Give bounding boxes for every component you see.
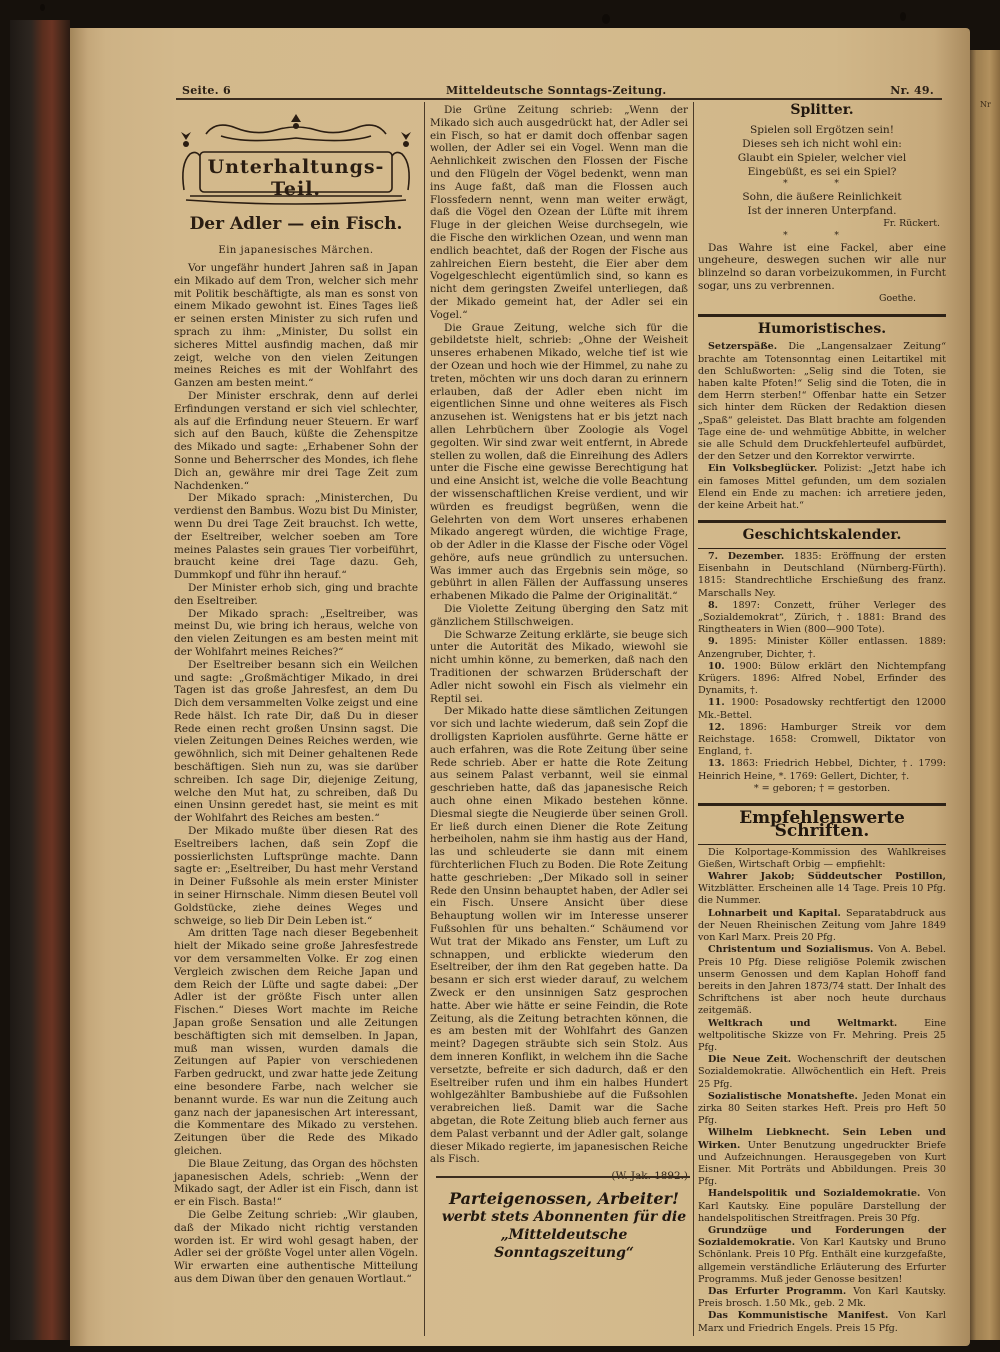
entertainment-title: Unterhaltungs-Teil. — [207, 156, 385, 200]
calendar-text: 1896: Hamburger Streik vor dem Reichstage. 1658: Cromwell, Diktator von England, †. — [698, 721, 946, 758]
story-paragraph: Der Minister erschrak, denn auf derlei Erfindungen verstand er sich viel schlechter, als auf die Erfindung neuer Steuern. Er warf sich auf den Bauch, küßte die Zehenspitze des Mikado und sagte: „Erhabener Sohn der Sonne und Beherrscher des Mondes, ich flehe Dich an, gewähre mir drei Tage Zeit zum Nachdenken.“ — [174, 389, 418, 492]
writing-name: Handelspolitik und Sozialdemokratie. — [708, 1188, 928, 1200]
calendar-entry — [698, 722, 946, 759]
writing-text: Eine weltpolitische Skizze von Fr. Mehring. Preis 25 Pfg. — [698, 1017, 946, 1053]
writing-name: Wahrer Jakob; Süddeutscher Postillon, — [708, 871, 946, 883]
writing-name: Sozialistische Monatshefte. — [708, 1090, 863, 1102]
splitter-title: Splitter. — [790, 102, 854, 118]
humor-lead: Setzerspäße. — [708, 341, 778, 353]
calendar-text: 1897: Conzett, früher Verleger des „Sozialdemokrat“, Zürich, †. 1881: Brand des Ringtheaters in Wien (800—900 Tote). — [698, 599, 946, 636]
calendar-text: 1863: Friedrich Hebbel, Dichter, †. 1799: Heinrich Heine, *. 1769: Gellert, Dichter, †. — [698, 758, 946, 782]
section-rule — [698, 548, 946, 549]
story-paragraph: Die Blaue Zeitung, das Organ des höchsten japanesischen Adels, schrieb: „Wenn der Mikado sagt, der Adler ist ein Fisch, dann ist er ein Fisch. Basta!“ — [174, 1157, 418, 1209]
ink-spot — [602, 14, 610, 24]
star-divider: * * — [783, 230, 861, 241]
poem-line: Spielen soll Ergötzen sein! — [750, 123, 894, 136]
calendar-date: 11. — [708, 697, 731, 709]
writing-name: Grundzüge und Forderungen der Sozialdemokratie. — [698, 1224, 946, 1249]
humor-text: Die „Langensalzaer Zeitung“ brachte am Totensonntag einen Leitartikel mit den Schlußworten: „Selig sind die Toten, sie haben kalte Pfoten!“ Selig sind die Toten, die in dem Herrn sterben!“ Offenbar hatte ein Setzer sich hinter dem Rücken der Redaktion diesen „Spaß“ geleistet. Das Blatt brachte am folgenden Tage eine de- und wehmütige Abbitte, in welcher sie alle Schuld dem Druckfehlerteufel aufbürdet, der den Setzer und den Korrektor verwirrte. — [698, 341, 946, 463]
poem-author: Fr. Rückert. — [883, 217, 940, 229]
humor-item — [698, 341, 946, 463]
quote-text: Das Wahre ist eine Fackel, aber eine ungeheure, deswegen suchen wir alle nur blinzelnd so daran vorbeizukommen, in Furcht sogar, uns zu verbrennen. — [698, 241, 946, 292]
ink-spot — [40, 4, 45, 11]
writings-title: Empfehlenswerte Schriften. — [739, 808, 905, 841]
column-three — [698, 100, 946, 1335]
column-two — [430, 104, 688, 1186]
writing-name: Weltkrach und Weltmarkt. — [708, 1017, 925, 1029]
writing-name: Lohnarbeit und Kapital. — [708, 907, 847, 919]
poem-one — [698, 123, 946, 179]
humor-item — [698, 463, 946, 512]
story-paragraph: Der Minister erhob sich, ging und brachte den Eseltreiber. — [174, 581, 418, 607]
calendar-entry — [698, 636, 946, 660]
story-paragraph: Die Violette Zeitung überging den Satz mit gänzlichem Stillschweigen. — [430, 603, 688, 628]
calendar-text: 1895: Minister Köller entlassen. 1889: Anzengruber, Dichter, †. — [698, 636, 947, 660]
story-paragraph: Die Graue Zeitung, welche sich für die gebildetste hielt, schrieb: „Ohne der Weisheit unseres erhabenen Mikado, welche tief ist wie der Ozean und hoch wie der Himmel, zu nahe zu treten, möchten wir uns doch daran zu erinnern erlauben, daß der Adler eben nicht im eigentlichen Sinne und ohne weiteres als Fisch anzusehen ist. Wenigstens hat er bis jetzt nach allen Lehrbüchern über Zoologie als Vogel gegolten. Wir sind zwar weit entfernt, in Abrede stellen zu wollen, daß die Einreihung des Adlers unter die Fische eine gewisse Berechtigung hat und eine Ansicht ist, welche die volle Beachtung der wissenschaftlichen Kreise verdient, und wir würden es freudigst begrüßen, wenn die Gelehrten von dem Wort unseres erhabenen Mikado angeregt würden, die wichtige Frage, ob der Adler in die Klasse der Fische oder Vögel gehöre, aufs neue gründlich zu untersuchen. Was immer auch das Ergebnis sein möge, so gebührt in allen Fällen der Auffassung unseres erhabenen Mikado die Palme der Originalität.“ — [430, 321, 688, 603]
story-title: Der Adler — ein Fisch. — [189, 214, 403, 234]
ink-spot — [900, 12, 906, 21]
writing-name: Das Erfurter Programm. — [708, 1285, 854, 1297]
calendar-date: 10. — [708, 660, 734, 672]
section-rule — [698, 520, 946, 523]
advert-line: werbt stets Abonnenten für die — [441, 1209, 687, 1225]
story-paragraph: Der Mikado sprach: „Ministerchen, Du verdienst den Bambus. Wozu bist Du Minister, wenn Du drei Tage Zeit brauchst. Ich wette, der Eseltreiber, welcher soeben am Tore meines Palastes sein graues Tier vorbeiführt, braucht keine drei Tage dazu. Geh, Dummkopf und führ ihn herauf.“ — [174, 492, 418, 582]
facing-page-edge — [966, 50, 1000, 1340]
entertainment-banner — [176, 114, 416, 206]
column-divider — [693, 102, 694, 1336]
calendar-date: 8. — [708, 599, 733, 611]
writings-list — [698, 871, 946, 1335]
section-rule — [698, 803, 946, 806]
story-paragraph: Die Grüne Zeitung schrieb: „Wenn der Mikado sich auch ausgedrückt hat, der Adler sei ein Fisch, so hat er damit doch offenbar sagen wollen, der Adler sei ein Vogel. Wenn man die Aehnlichkeit zwischen den Flossen der Fische und den Flügeln der Vögel bedenkt, wenn man ins Auge faßt, daß man die Flossen auch Flossfedern nennt, wenn man weiter erwägt, daß die Vögel den Ozean der Lüfte mit ihrem Fluge in der gleichen Weise durchsegeln, wie die Fische den wirklichen Ozean, und wenn man endlich beachtet, daß der Rogen der Fische aus zahlreichen Eiern besteht, die Eier aber dem Vogelgeschlecht eigentümlich sind, so kann es nicht dem geringsten Zweifel unterliegen, daß der Mikado gemeint hat, der Adler sei ein Vogel.“ — [430, 104, 688, 321]
writing-text: Von Karl Kautsky. Preis brosch. 1.50 Mk., geb. 2 Mk. — [698, 1285, 947, 1310]
story-paragraph: Der Mikado sprach: „Eseltreiber, was meinst Du, wie bring ich heraus, welche von den vielen Zeitungen es am besten meint mit der Wohlfahrt meines Reiches?“ — [174, 607, 418, 658]
section-rule — [698, 844, 946, 845]
poem-line: Sohn, die äußere Reinlichkeit — [742, 190, 902, 203]
calendar-date: 7. Dezember. — [708, 551, 794, 563]
story-paragraph: Der Mikado hatte diese sämtlichen Zeitungen vor sich und lachte wiederum, daß sein Zopf die drolligsten Kapriolen ausführte. Gerne hätte er auch erfahren, was die Rote Zeitung über seine Rede schrieb. Aber er hatte die Rote Zeitung aus seinem Palast verbannt, weil sie einmal geschrieben hatte, daß das japanesische Reich auch ohne einen Mikado bestehen könne. Diesmal siegte die Neugierde über seinen Groll. Er ließ durch einen Diener die Rote Zeitung herbeiholen, nahm sie ihm hastig aus der Hand, las und schleuderte sie dann mit einem fürchterlichen Fluch zu Boden. Die Rote Zeitung hatte geschrieben: „Der Mikado soll in seiner Rede den Unsinn behauptet haben, der Adler sei ein Fisch. Unsere Ansicht über diese Behauptung wollen wir im Interesse unserer Fußsohlen für uns behalten.“ Schäumend vor Wut trat der Mikado ans Fenster, um Luft zu schnappen, und erblickte wiederum den Eseltreiber, der ihm den Rat gegeben hatte. Da besann er sich erst wieder darauf, zu welchem Zweck er den unsinnigen Satz gesprochen hatte. Aber wie hätte er seine Feindin, die Rote Zeitung, als die Zeitung betrachten können, die es am besten mit der Wohlfahrt des Ganzen meint? Dagegen sträubte sich sein Stolz. Aus dem inneren Konflikt, in welchem ihn die Sache versetzte, befreite er sich dadurch, daß er den Eseltreiber rufen und ihm ein halbes Hundert wohlgezählter Bambushiebe auf die Fußsohlen verabreichen ließ. Damit war die Sache abgetan, die Rote Zeitung blieb auch ferner aus dem Palast verbannt und der Adler galt, solange dieser Mikado regierte, im japanesischen Reiche als Fisch. — [430, 705, 688, 1166]
writing-entry — [698, 1091, 946, 1128]
writing-entry — [698, 1310, 946, 1334]
story-paragraph: Der Eseltreiber besann sich ein Weilchen und sagte: „Großmächtiger Mikado, in drei Tagen ist das große Jahresfest, an dem Du Dich dem versammelten Volke zeigst und eine Rede hälst. Ich rate Dir, daß Du in dieser Rede einen recht großen Unsinn sagst. Die vielen Zeitungen Deines Reiches werden, wie gewöhnlich, sich mit Deiner gehaltenen Rede beschäftigen. Sieh nun zu, was sie darüber schreiben. Ich sage Dir, diejenige Zeitung, welche den Mut hat, zu schreiben, daß Du einen Unsinn geredet hast, sie meint es mit der Wohlfahrt des Reiches am besten.“ — [174, 658, 418, 825]
writing-name: Wilhelm Liebknecht. Sein Leben und Wirken. — [698, 1127, 946, 1151]
story-subtitle: Ein japanesisches Märchen. — [218, 245, 374, 256]
book-spine — [10, 20, 70, 1340]
poem-two — [698, 190, 946, 218]
writing-text: Witzblätter. Erscheinen alle 14 Tage. Preis 10 Pfg. die Nummer. — [698, 883, 946, 907]
humor-text: Polizist: „Jetzt habe ich ein famoses Mittel gefunden, um dem sozialen Elend ein Ende zu machen: ich arretiere jeden, der keine Arbeit hat.“ — [698, 463, 946, 512]
writing-text: Von Karl Marx und Friedrich Engels. Preis 15 Pfg. — [698, 1310, 946, 1334]
facing-page-mark: Nr — [980, 100, 991, 109]
writing-entry — [698, 1188, 946, 1225]
calendar-entry — [698, 551, 946, 600]
poem-line: Glaubt ein Spieler, welcher viel — [737, 151, 907, 164]
writing-entry — [698, 1286, 946, 1310]
writing-name: Das Kommunistische Manifest. — [708, 1310, 899, 1322]
calendar-date: 13. — [708, 758, 731, 770]
quote-author: Goethe. — [878, 292, 916, 304]
writing-text: Jeden Monat ein zirka 80 Seiten starkes Heft. Preis pro Heft 50 Pfg. — [698, 1090, 946, 1127]
humor-title: Humoristisches. — [757, 320, 887, 337]
writing-text: Von A. Bebel. Preis 10 Pfg. Diese religiöse Polemik zwischen unserm Genossen und dem Kaplan Hohoff fand bereits in den Jahren 1873/74 statt. Der Inhalt des Schriftchens ist aber noch heute durchaus zeitgemäß. — [698, 944, 946, 1017]
humor-lead: Ein Volksbeglücker. — [708, 463, 818, 475]
writing-name: Die Neue Zeit. — [708, 1054, 798, 1066]
writing-text: Unter Benutzung ungedruckter Briefe und Aufzeichnungen. Herausgegeben von Kurt Eisner. Mit Porträts und Abbildungen. Preis 30 Pfg. — [698, 1139, 946, 1188]
writing-text: Von Karl Kautsky und Bruno Schönlank. Preis 10 Pfg. Enthält eine kurzgefaßte, allgemein verständliche Erläuterung des Erfurter Programms. Muß jeder Genosse besitzen! — [698, 1237, 947, 1285]
calendar-entry — [698, 661, 946, 698]
story-paragraph: Am dritten Tage nach dieser Begebenheit hielt der Mikado seine große Jahresfestrede vor dem versammelten Volke. Er zog einen Vergleich zwischen dem Reiche Japan und dem Reich der Lüfte und sagte dabei: „Der Adler ist der größte Fisch unter allen Fischen.“ Dieses Wort machte im Reiche Japan große Sensation und alle Zeitungen beschäftigten sich mit demselben. In Japan, muß man wissen, wurden damals die Zeitungen auf Papier von verschiedenen Farben gedruckt, und zwar hatte jede Zeitung eine besondere Farbe, nach welcher sie benannt wurde. Es war nun die Zeitung auch ganz nach der japanesischen Art interessant, die Kommentare des Mikado zu verstehen. Zeitungen über die Rede des Mikado gleichen. — [174, 927, 418, 1157]
story-paragraph: Die Gelbe Zeitung schrieb: „Wir glauben, daß der Mikado nicht richtig verstanden worden ist. Er wird wohl gesagt haben, der Adler sei der größte Vogel unter allen Vögeln. Wir erwarten eine authentische Mitteilung aus dem Diwan über den genauen Wortlaut.“ — [174, 1208, 418, 1285]
column-one — [174, 262, 418, 1285]
calendar-text: 1835: Eröffnung der ersten Eisenbahn in Deutschland (Nürnberg-Fürth). 1815: Standrechtliche Erschießung des franz. Marschalls Ney. — [698, 551, 946, 599]
poem-line: Ist der inneren Unterpfand. — [747, 204, 897, 217]
calendar-entry — [698, 758, 946, 782]
star-divider: * * — [783, 178, 861, 189]
calendar-date: 12. — [708, 721, 740, 733]
calendar-legend: * = geboren; † = gestorben. — [753, 782, 891, 794]
page-number: Seite. 6 — [182, 84, 231, 97]
section-rule — [698, 314, 946, 317]
calendar-entry — [698, 697, 946, 721]
newspaper-name: Mitteldeutsche Sonntags-Zeitung. — [446, 84, 667, 97]
calendar-date: 9. — [708, 636, 729, 648]
writing-text: Separatabdruck aus der Neuen Rheinischen Zeitung vom Jahre 1849 von Karl Marx. Preis 20 Pfg. — [698, 907, 946, 944]
story-paragraph: Der Mikado mußte über diesen Rat des Eseltreibers lachen, daß sein Zopf die possierlichsten Luftsprünge machte. Dann sagte er: „Eseltreiber, Du hast mehr Verstand in Deiner Fußsohle als mein erster Minister in seiner Hirnschale. Nimm diesen Beutel voll Goldstücke, ziehe deines Weges und schweige, so lieb Dir Dein Leben ist.“ — [174, 825, 418, 927]
calendar-list — [698, 551, 946, 783]
writing-text: Von Karl Kautsky. Eine populäre Darstellung der handelspolitischen Streitfragen. Preis 30 Pfg. — [698, 1188, 946, 1224]
story-paragraph: Die Schwarze Zeitung erklärte, sie beuge sich unter die Autorität des Mikado, wiewohl sie nicht umhin könne, zu bemerken, daß nach den Traditionen der schwarzen Brüderschaft der Adler nicht sowohl ein Fisch als vielmehr ein Reptil sei. — [430, 628, 688, 705]
writing-entry — [698, 944, 946, 1017]
column-divider — [424, 102, 425, 1336]
writing-entry — [698, 1018, 946, 1055]
calendar-entry — [698, 600, 946, 637]
poem-line: Dieses seh ich nicht wohl ein: — [742, 137, 902, 150]
advert-line: „Mitteldeutsche Sonntagszeitung“ — [494, 1227, 634, 1261]
poem-line: Eingebüßt, es sei ein Spiel? — [747, 165, 897, 178]
advert-rule-top — [436, 1176, 690, 1178]
calendar-text: 1900: Bülow erklärt den Nichtempfang Krügers. 1896: Alfred Nobel, Erfinder des Dynamits, †. — [698, 660, 947, 697]
story-paragraph: Vor ungefähr hundert Jahren saß in Japan ein Mikado auf dem Tron, welcher sich mehr mit Politik beschäftigte, als man es sonst von einem Mikado gewohnt ist. Eines Tages ließ er seinen ersten Minister zu sich rufen und sprach zu ihm: „Minister, Du sollst ein sicheres Mittel ausfindig machen, daß mir zeigt, welche von den vielen Zeitungen meines Reiches es mit der Wohlfahrt des Ganzen am besten meint.“ — [174, 262, 418, 390]
writing-name: Christentum und Sozialismus. — [708, 944, 879, 956]
writing-entry — [698, 1127, 946, 1188]
writing-entry — [698, 908, 946, 945]
page-header — [106, 84, 938, 98]
writings-intro: Die Kolportage-Kommission des Wahlkreises Gießen, Wirtschaft Orbig — empfiehlt: — [698, 846, 946, 870]
writing-text: Wochenschrift der deutschen Sozialdemokratie. Allwöchentlich ein Heft. Preis 25 Pfg. — [698, 1054, 946, 1090]
advert-line: Parteigenossen, Arbeiter! — [449, 1189, 679, 1208]
subscription-advert — [434, 1190, 694, 1262]
issue-number: Nr. 49. — [890, 84, 934, 97]
writing-entry — [698, 871, 946, 908]
calendar-title: Geschichtskalender. — [742, 527, 902, 544]
writing-entry — [698, 1054, 946, 1091]
calendar-text: 1900: Posadowsky rechtfertigt den 12000 Mk.-Bettel. — [698, 697, 946, 721]
writing-entry — [698, 1225, 946, 1286]
